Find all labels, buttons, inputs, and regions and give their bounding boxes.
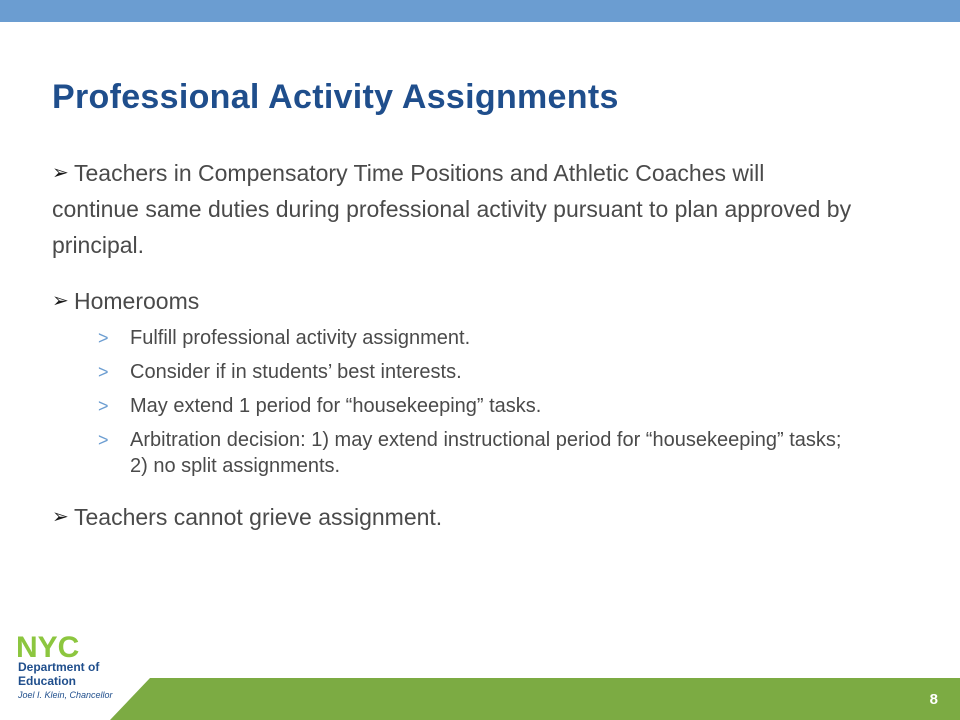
bullet-text: Homerooms	[74, 288, 200, 314]
bullet-item	[52, 155, 852, 263]
sub-bullet-item	[52, 325, 852, 351]
bullet-text: Teachers in Compensatory Time Positions and Athletic Coaches will continue same duties during professional activity pursuant to plan approved by principal.	[52, 160, 852, 258]
chevron-right-icon: >	[98, 396, 109, 416]
bullet-item	[52, 499, 852, 535]
nyc-doe-logo	[16, 632, 126, 714]
arrow-bullet-icon: ➢	[52, 506, 69, 528]
nyc-logo-text: NYC	[16, 632, 80, 660]
bullet-text: Teachers cannot grieve assignment.	[74, 504, 443, 530]
footer-green-band	[110, 678, 960, 720]
nyc-logo-mark	[16, 632, 116, 660]
sub-bullet-text: Fulfill professional activity assignment.	[130, 327, 471, 349]
arrow-bullet-icon: ➢	[52, 162, 69, 184]
chevron-right-icon: >	[98, 362, 109, 382]
chevron-right-icon: >	[98, 430, 109, 450]
sub-bullet-item	[52, 359, 852, 385]
logo-department-text	[18, 660, 99, 688]
page-number: 8	[929, 691, 938, 708]
slide-content	[52, 155, 852, 555]
bullet-item	[52, 283, 852, 319]
logo-chancellor-text: Joel I. Klein, Chancellor	[18, 690, 113, 700]
logo-line-2: Education	[18, 674, 77, 688]
logo-line-1: Department of	[18, 660, 100, 674]
sub-bullet-text: Consider if in students’ best interests.	[130, 361, 462, 383]
footer-band	[0, 678, 960, 720]
sub-bullet-item	[52, 393, 852, 419]
chevron-right-icon: >	[98, 328, 109, 348]
sub-bullet-text: Arbitration decision: 1) may extend instructional period for “housekeeping” tasks; 2) no split assignments.	[130, 429, 842, 477]
arrow-bullet-icon: ➢	[52, 290, 69, 312]
top-accent-bar	[0, 0, 960, 22]
sub-bullet-item	[52, 427, 852, 479]
slide-title: Professional Activity Assignments	[52, 78, 619, 116]
sub-bullet-list	[52, 325, 852, 479]
sub-bullet-text: May extend 1 period for “housekeeping” tasks.	[130, 395, 542, 417]
